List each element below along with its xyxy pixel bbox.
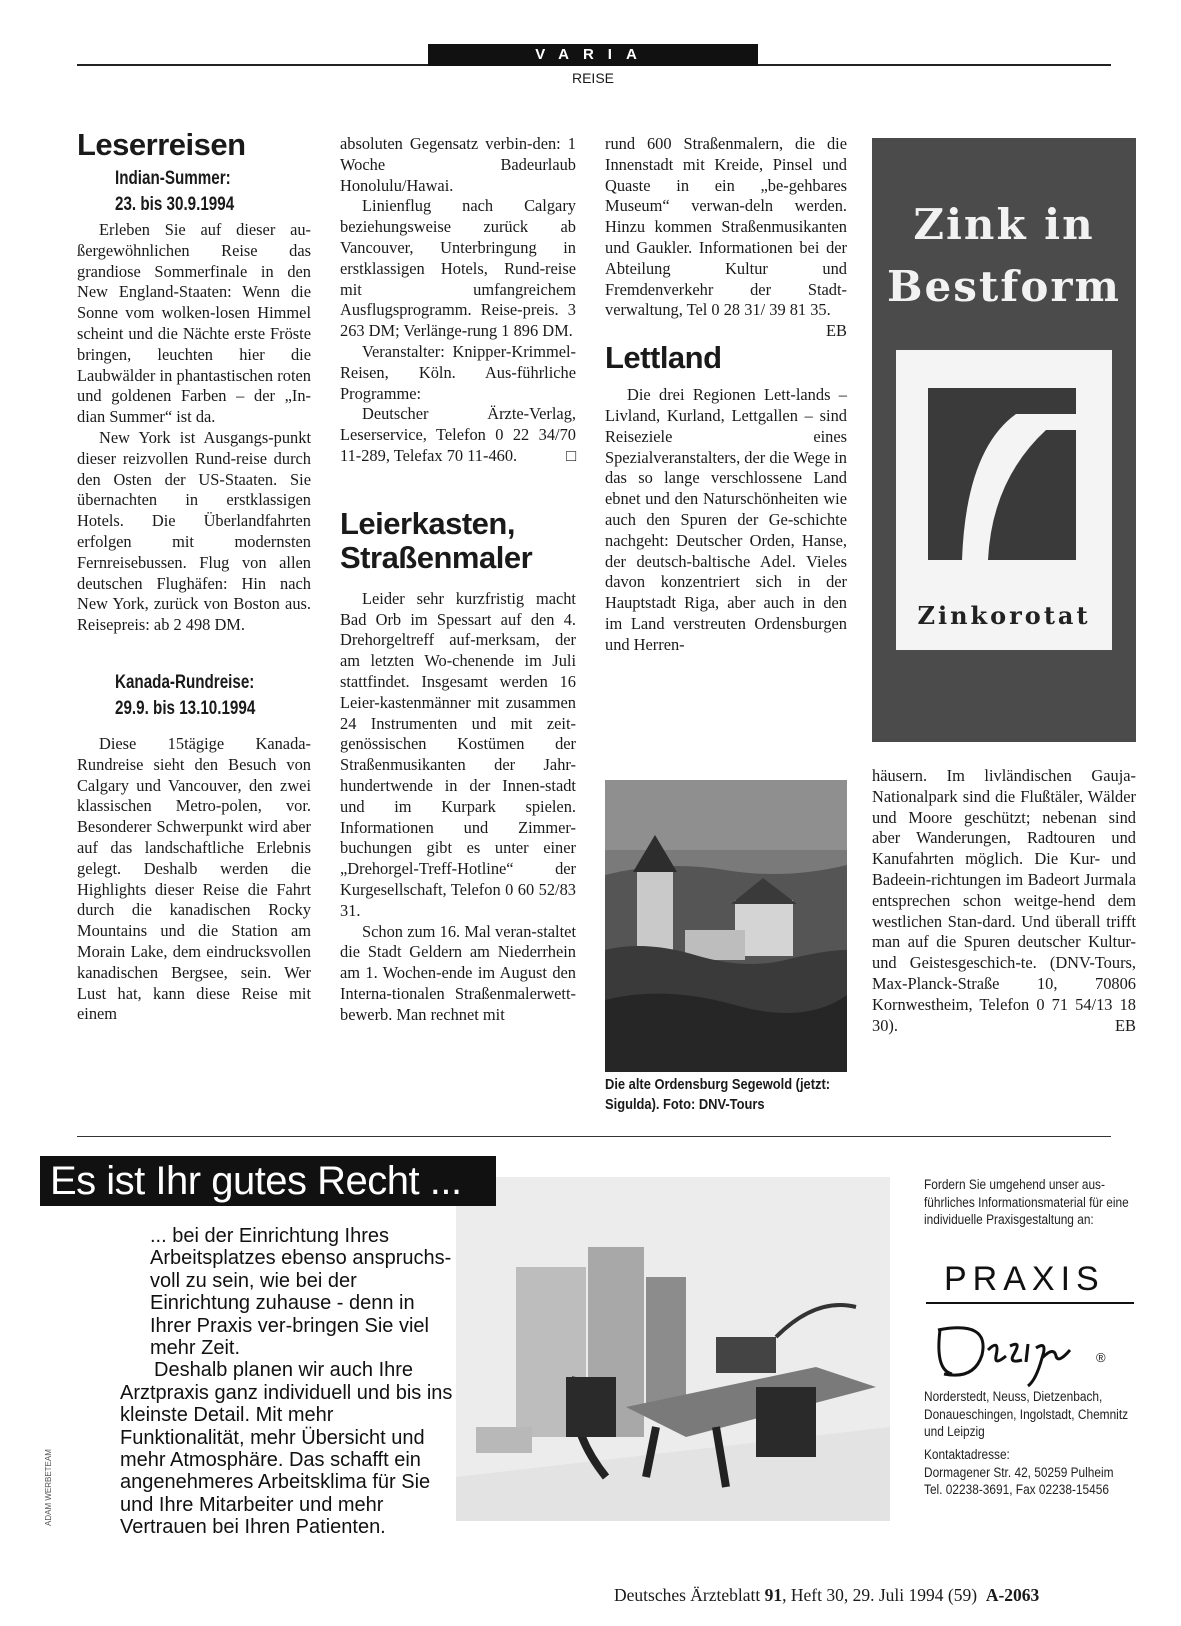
praxis-ad-request: Fordern Sie umgehend unser aus-führliches Informationsmaterial für eine individuelle Praxisgestaltung an: — [924, 1177, 1129, 1227]
author-sign: EB — [826, 321, 847, 341]
ad-paragraph: ... bei der Einrichtung Ihres Arbeitsplatzes ebenso anspruchs-voll zu sein, wie bei der Einrichtung zuhause - denn in Ihrer Praxis ver-bringen Sie viel mehr Zeit. — [150, 1225, 452, 1360]
design-script-logo — [930, 1300, 1080, 1390]
paragraph-text: Deutscher Ärzte-Verlag, Leserservice, Telefon 0 22 34/70 11-289, Telefax 70 11-460. — [340, 404, 576, 465]
headline-line: Zink in — [913, 200, 1095, 249]
zinkorotat-product-name: Zinkorotat — [917, 601, 1091, 630]
agency-credit: ADAM WERBETEAM — [44, 1449, 53, 1526]
subsection-label: REISE — [571, 70, 614, 86]
zinkorotat-headline — [872, 194, 1136, 318]
ad-paragraph: Deshalb planen wir auch Ihre Arztpraxis ganz individuell und bis ins kleinste Detail. Mit mehr Funktionalität, mehr Übersicht und mehr Atmosphäre. Das schafft ein angenehmeres Arbeitsklima für Sie und Ihre Mitarbeiter und mehr Vertrauen bei Ihren Patienten. — [120, 1359, 453, 1539]
paragraph: Diese 15tägige Kanada-Rundreise sieht den Besuch von Calgary und Vancouver, den zwei klassischen Metro-polen, vor. Besonderer Schwerpunkt wird aber auf das landschaftliche Erlebnis gelegt. Deshalb werden die Highlights dieser Reise die Fahrt durch die kanadischen Rocky Mountains und die Station am Morain Lake, dem eindrucksvollen kanadischen Bergsee, sein. Wer Lust hat, kann diese Reise mit einem — [77, 733, 311, 1024]
journal-name: Deutsches Ärzteblatt — [614, 1585, 761, 1605]
paragraph: Die drei Regionen Lett-lands – Livland, Kurland, Lettgallen – sind Reiseziele eines Spezialveranstalters, der die Wege in das so lange verschlossene Land ebnet und den Naturschönheiten wie auch den Spuren der Ge-schichte nachgeht: Deutscher Orden, Hanse, der deutsch-baltische Adel. Vieles davon konzentriert sich in der Hauptstadt Riga, aber auch in den im Land verstreuten Ordensburgen und Herren- — [605, 385, 847, 654]
zinkorotat-logo-icon — [896, 350, 1112, 590]
contact-label: Kontaktadresse: — [924, 1447, 1010, 1462]
column-3 — [605, 134, 847, 656]
subheading-line: 23. bis 30.9.1994 — [115, 194, 235, 215]
article-title-lettland: Lettland — [605, 340, 722, 376]
title-line: Straßenmaler — [340, 539, 533, 575]
page-number: A-2063 — [985, 1585, 1040, 1605]
subheading-line: 29.9. bis 13.10.1994 — [115, 697, 256, 719]
praxis-brand: PRAXIS — [944, 1260, 1105, 1298]
praxis-locations: Norderstedt, Neuss, Dietzenbach, Donaueschingen, Ingolstadt, Chemnitz und Leipzig — [924, 1389, 1129, 1439]
contact-address: Dormagener Str. 42, 50259 Pulheim — [924, 1464, 1114, 1480]
subheading-line: Kanada-Rundreise: — [115, 671, 255, 693]
castle-photo — [605, 780, 847, 1072]
paragraph — [605, 134, 847, 341]
column-4 — [872, 766, 1136, 1036]
headline-line: Bestform — [887, 262, 1121, 311]
photo-caption: Die alte Ordensburg Segewold (jetzt: Sigulda). Foto: DNV-Tours — [605, 1076, 831, 1113]
paragraph: Schon zum 16. Mal veran-staltet die Stadt Geldern am Niederrhein am 1. Wochen-ende im August den Interna-tionalen Straßenmalerwett-bewerb. Man rechnet mit — [340, 921, 576, 1024]
ad-separator-rule — [77, 1136, 1111, 1137]
paragraph — [340, 404, 576, 466]
paragraph-text: häusern. Im livländischen Gauja-Nationalpark sind die Flußtäler, Wälder und Moore geschützt; nebenan sind aber Wanderungen, Radtouren und Kanufahrten möglich. Die Kur- und Badeein-richtungen im Badeort Jurmala entsprechen schon weitge-hend dem westlichen Stan-dard. Und überall trifft man auf die Spuren deutscher Kultur- und Geistesgeschich-te. (DNV-Tours, Max-Planck-Straße 10, 70806 Kornwestheim, Telefon 0 71 54/13 18 30). — [872, 766, 1136, 1035]
praxis-ad-headline: Es ist Ihr gutes Recht ... — [40, 1156, 496, 1206]
column-2 — [340, 134, 576, 1025]
castle-illustration — [605, 780, 847, 1072]
article-title-leserreisen: Leserreisen — [77, 127, 246, 162]
paragraph: Veranstalter: Knipper-Krimmel-Reisen, Köln. Aus-führliche Programme: — [340, 341, 576, 403]
paragraph: New York ist Ausgangs-punkt dieser reizvollen Rund-reise durch den Osten der US-Staaten. Sie übernachten in erstklassigen Hotels. Die Überlandfahrten erfolgen mit modernsten Fernreisebussen. Flug von allen deutschen Flughäfen: Hin nach New York, zurück von Boston aus. Reisepreis: ab 2 498 DM. — [77, 427, 311, 635]
subheading-indian-summer — [115, 166, 311, 220]
registered-mark: ® — [1096, 1350, 1106, 1365]
praxis-ad-body — [120, 1225, 460, 1539]
paragraph: Leider sehr kurzfristig macht Bad Orb im Spessart auf den 4. Drehorgeltreff auf-merksam, der am letzten Wo-chenende im Juli stattfindet. Insgesamt werden 16 Leier-kastenmänner mit zusammen 24 Instrumenten und mit zeit-genössischen Kostümen der Straßenmusikanten der Jahr-hundertwende in der Innen-stadt und im Kurpark spielen. Informationen und Zimmer-buchungen gibt es unter einer „Drehorgel-Treff-Hotline“ der Kurgesellschaft, Telefon 0 60 52/83 31. — [340, 588, 576, 920]
subheading-line: Indian-Summer: — [115, 168, 231, 189]
office-illustration — [456, 1177, 890, 1521]
subheading-kanada — [115, 670, 311, 734]
paragraph-text: rund 600 Straßenmalern, die die Innenstadt mit Kreide, Pinsel und Quaste in ein „be-gehbares Museum“ verwan-deln werden. Hinzu kommen Straßenmusikanten und Gaukler. Informationen bei der Abteilung Kultur und Fremdenverkehr der Stadt-verwaltung, Tel 0 28 31/ 39 81 35. — [605, 134, 847, 320]
praxis-contact — [924, 1446, 1135, 1499]
title-line: Leierkasten, — [340, 505, 515, 541]
paragraph — [872, 766, 1136, 1036]
section-banner: VARIA — [428, 44, 758, 66]
paragraph: Erleben Sie auf dieser au-ßergewöhnlichen Reise das grandiose Sommerfinale in den New England-Staaten: Wenn die Sonne vom wolken-losen Himmel scheint und die Nächte erste Fröste bringen, leuchten hier die Laubwälder in phantastischen roten und goldenen Farben – der „In-dian Summer“ ist da. — [77, 220, 311, 427]
article-title-leierkasten — [340, 507, 576, 575]
page-footer — [614, 1585, 1114, 1606]
paragraph: absoluten Gegensatz verbin-den: 1 Woche Badeurlaub Honolulu/Hawai. — [340, 134, 576, 195]
issue-info: , Heft 30, 29. Juli 1994 (59) — [782, 1585, 978, 1605]
office-photo — [456, 1177, 890, 1521]
end-mark: □ — [566, 445, 576, 465]
author-sign: EB — [1115, 1015, 1136, 1035]
journal-volume: 91 — [764, 1585, 783, 1605]
column-1 — [77, 128, 311, 1025]
contact-phone: Tel. 02238-3691, Fax 02238-15456 — [924, 1482, 1109, 1497]
paragraph: Linienflug nach Calgary beziehungsweise zurück ab Vancouver, Unterbringung in erstklassigen Hotels, Rund-reise mit umfangreichem Ausflugsprogramm. Reise-preis. 3 263 DM; Verlänge-rung 1 896 DM. — [340, 196, 576, 341]
